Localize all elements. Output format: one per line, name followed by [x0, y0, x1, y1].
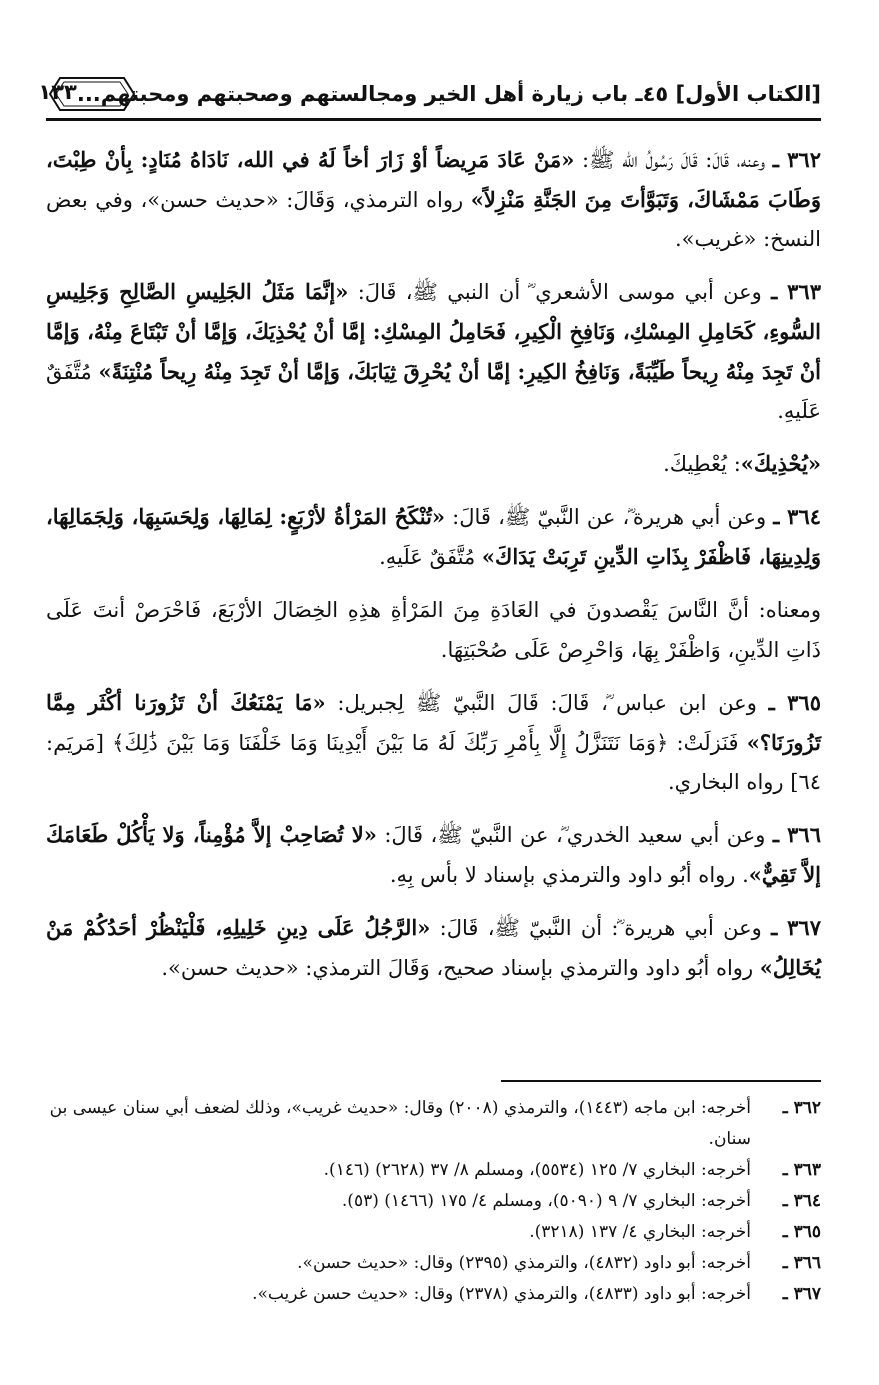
explanation-text: ومعناه: أنَّ النَّاسَ يَقْصدونَ في العَادَةِ مِنَ المَرْأةِ هذِهِ الخِصَالَ الأرْبَعَ، فَاحْرَصْ أنتَ عَلَى ذَاتِ الدِّينِ، وَاظْفَرْ بِهَا، وَاحْرِصْ عَلَى صُحْبَتِهَا. [46, 598, 821, 662]
hadith-source: مُتَّفَقٌ عَلَيهِ. [379, 545, 482, 569]
hadith-text: «تُنْكَحُ المَرْأةُ لأرْبَعٍ: لِمَالِهَا، وَلِحَسَبِهَا، وَلِجَمَالِهَا، وَلِدِينِهَا، فَاظْفَرْ بِذَاتِ الدِّينِ تَرِبَتْ يَدَاكَ» [46, 504, 821, 569]
hadith-intro: وعن أبي سعيد الخدري ؓ، عن النَّبيّ ﷺ، قَالَ: [376, 823, 773, 847]
footnote-text: أخرجه: البخاري ٤/ ١٣٧ (٣٢١٨). [529, 1222, 751, 1242]
hadith-paragraph-367 [46, 908, 821, 988]
hadith-intro: وعن ابن عباس ؓ، قَالَ: قَالَ النَّبيّ ﷺ لِجبريل: [325, 691, 769, 715]
word-meaning: : يُعْطِيكَ. [663, 452, 741, 476]
footnote-number: ٣٦٥ ـ [782, 1222, 821, 1242]
hadith-text: «لا تُصَاحِبْ إلاَّ مُؤْمِناً، وَلا يَأْكُلْ طَعَامَكَ إلاَّ تَقِيٌّ» [46, 822, 821, 887]
hadith-text: «إنَّمَا مَثَلُ الجَلِيسِ الصَّالِحِ وَجَلِيسِ السُّوءِ، كَحَامِلِ المِسْكِ، وَنَافِخِ الْكِيرِ، فَحَامِلُ المِسْكِ: إمَّا أنْ يُحْذِيَكَ، وَإمَّا أنْ تَبْتَاعَ مِنْهُ، وَإمَّا أنْ تَجِدَ مِنْهُ رِيحاً طَيِّبَةً، وَنَافِخُ الكِيرِ: إمَّا أنْ يُحْرِقَ ثِيَابَكَ، وَإمَّا أنْ تَجِدَ مِنْهُ رِيحاً مُنْتِنَةً» [46, 279, 821, 384]
footnote-number: ٣٦٦ ـ [782, 1253, 821, 1273]
footnote-text: أخرجه: البخاري ٧/ ١٢٥ (٥٥٣٤)، ومسلم ٨/ ٣٧ (٢٦٢٨) (١٤٦). [323, 1160, 751, 1180]
hadith-text: «مَنْ عَادَ مَرِيضاً أوْ زَارَ أخاً لَهُ في الله، نَادَاهُ مُنَادٍ: بِأنْ طِبْتَ، وَطَابَ مَمْشَاكَ، وَتَبَوَّأتَ مِنَ الجَنَّةِ مَنْزِلاً» [46, 147, 822, 212]
hadith-source: مُتَّفَقٌ عَلَيهِ. [46, 360, 821, 423]
hadith-source: رواه أبُو داود والترمذي بإسناد صحيح، وَقَالَ الترمذي: «حديث حسن». [161, 956, 760, 980]
footnote-366 [46, 1248, 821, 1279]
explanation-paragraph-363 [46, 444, 821, 484]
hadith-number: ٣٦٤ ـ [773, 504, 822, 529]
footnote-text: أخرجه: أبو داود (٤٨٣٣)، والترمذي (٢٣٧٨) وقال: «حديث حسن غريب». [252, 1284, 751, 1304]
hadith-intro: وعنه، قَالَ: قَالَ رَسُولُ الله ﷺ: [574, 148, 773, 172]
hadith-number: ٣٦٧ ـ [771, 915, 821, 940]
main-text [46, 140, 821, 1001]
running-header [38, 70, 821, 121]
footnote-number: ٣٦٣ ـ [782, 1160, 821, 1180]
explanation-paragraph-364 [46, 590, 821, 670]
hadith-text: «مَا يَمْنَعُكَ أنْ تَزُورَنا أكْثَر مِمَّا تَزُورَنَا؟» [46, 690, 821, 755]
hadith-intro: وعن أبي موسى الأشعري ؓ أن النبي ﷺ، قَالَ: [348, 280, 772, 304]
hadith-source: رواه الترمذي، وَقَالَ: «حديث حسن»، وفي بعض النسخ: «غريب». [46, 188, 821, 251]
hadith-paragraph-364 [46, 497, 821, 577]
hadith-paragraph-366 [46, 815, 821, 895]
hadith-number: ٣٦٢ ـ [772, 147, 821, 172]
hadith-text: «الرَّجُلُ عَلَى دِينِ خَلِيلِهِ، فَلْيَنْظُرْ أحَدُكُمْ مَنْ يُخَالِلُ» [46, 915, 821, 980]
hadith-paragraph-363 [46, 272, 821, 431]
footnote-number: ٣٦٧ ـ [782, 1284, 821, 1304]
hadith-intro: وعن أبي هريرة ؓ، عن النَّبيّ ﷺ، قَالَ: [445, 505, 774, 529]
footnote-364 [46, 1186, 821, 1217]
hadith-paragraph-362 [46, 140, 821, 259]
hadith-number: ٣٦٦ ـ [772, 822, 821, 847]
footnote-divider [501, 1080, 821, 1082]
footnotes [46, 1093, 821, 1310]
footnote-number: ٣٦٤ ـ [782, 1191, 821, 1211]
footnote-363 [46, 1155, 821, 1186]
header-title: [الكتاب الأول] ٤٥ـ باب زيارة أهل الخير ومجالستهم وصحبتهم ومحبتهم... [76, 82, 821, 106]
hadith-paragraph-365 [46, 683, 821, 802]
hadith-number: ٣٦٥ ـ [768, 690, 821, 715]
footnote-362 [46, 1093, 821, 1155]
footnote-text: أخرجه: البخاري ٧/ ٩ (٥٠٩٠)، ومسلم ٤/ ١٧٥ (١٤٦٦) (٥٣). [341, 1191, 751, 1211]
footnote-367 [46, 1279, 821, 1310]
hadith-source: فَنَزلَتْ: ﴿وَمَا نَتَنَزَّلُ إِلَّا بِأَمْرِ رَبِّكَ لَهُ مَا بَيْنَ أَيْدِينَا وَمَا خَلْفَنَا وَمَا بَيْنَ ذَٰلِكَ﴾ [مَريَم: ٦٤] رواه البخاري. [46, 731, 821, 794]
footnote-text: أخرجه: ابن ماجه (١٤٤٣)، والترمذي (٢٠٠٨) وقال: «حديث غريب»، وذلك لضعف أبي سنان عيسى بن سنان. [49, 1098, 751, 1149]
page-number: ١٣٣ [38, 80, 77, 104]
footnote-text: أخرجه: أبو داود (٤٨٣٢)، والترمذي (٢٣٩٥) وقال: «حديث حسن». [297, 1253, 751, 1273]
hadith-number: ٣٦٣ ـ [771, 279, 821, 304]
explained-word: «يُحْذِيكَ» [740, 451, 821, 476]
footnote-number: ٣٦٢ ـ [782, 1098, 821, 1118]
hadith-source: . رواه أبُو داود والترمذي بإسناد لا بأس بِهِ. [389, 863, 749, 887]
hadith-intro: وعن أبي هريرة ؓ: أن النَّبيّ ﷺ، قَالَ: [430, 916, 772, 940]
footnote-365 [46, 1217, 821, 1248]
page-number-frame [38, 74, 77, 114]
